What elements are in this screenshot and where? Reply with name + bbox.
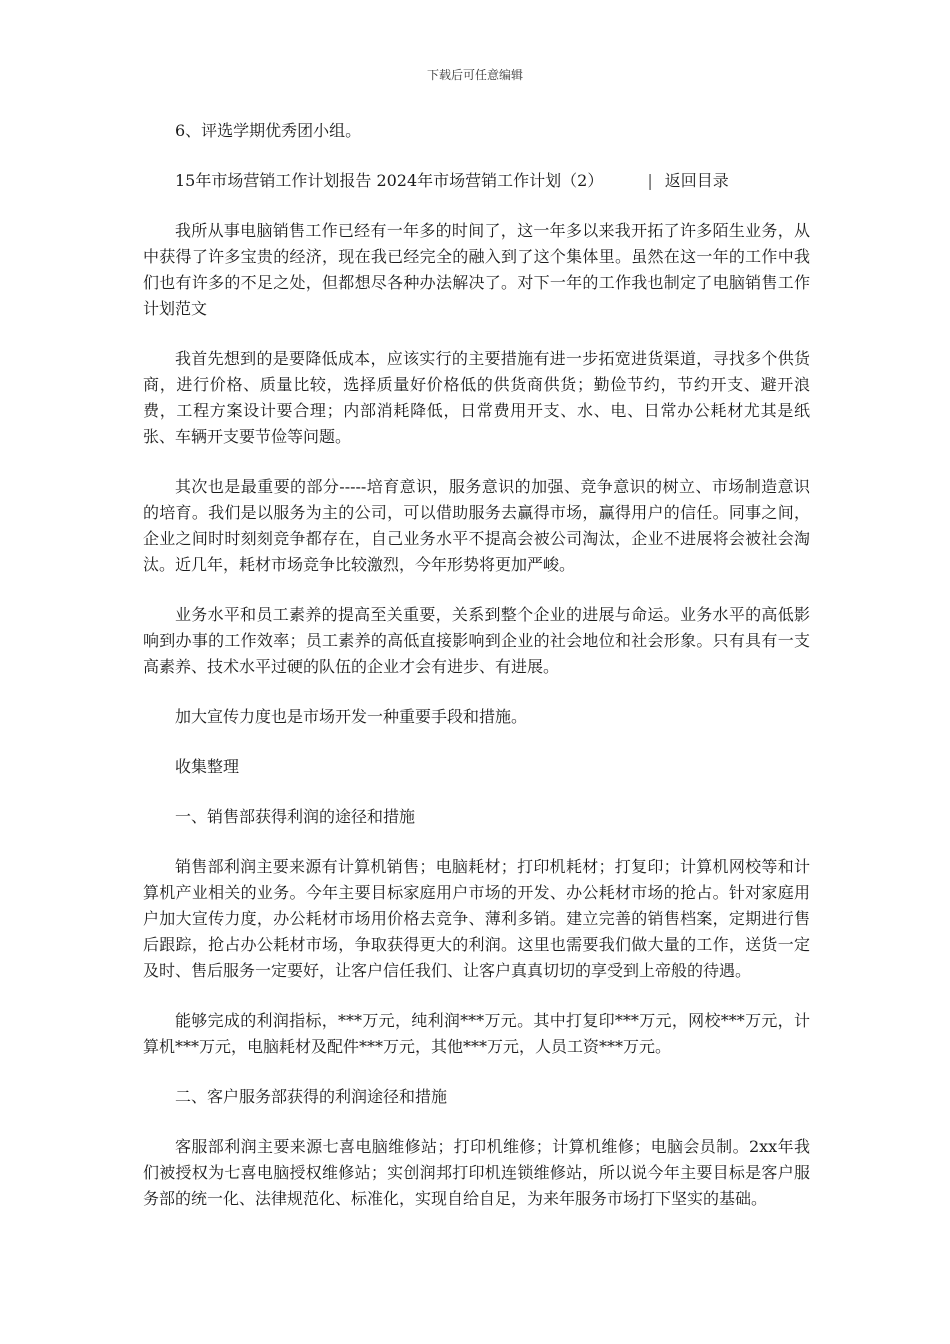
paragraph-cost-reduction: 我首先想到的是要降低成本，应该实行的主要措施有进一步拓宽进货渠道，寻找多个供货商，进行价格、质量比较，选择质量好价格低的供货商供货；勤俭节约，节约开支、避开浪费，工程方案设计要合理；内部消耗降低，日常费用开支、水、电、日常办公耗材尤其是纸张、车辆开支要节俭等问题。 xyxy=(143,349,810,446)
section-title: 15年市场营销工作计划报告 2024年市场营销工作计划（2） xyxy=(175,171,604,190)
paragraph-intro: 我所从事电脑销售工作已经有一年多的时间了，这一年多以来我开拓了许多陌生业务，从中获得了许多宝贵的经济，现在我已经完全的融入到了这个集体里。虽然在这一年的工作中我们也有许多的不足之处，但都想尽各种办法解决了。对下一年的工作我也制定了电脑销售工作计划范文 xyxy=(143,221,810,318)
paragraph-service-profit: 客服部利润主要来源七喜电脑维修站；打印机维修；计算机维修；电脑会员制。2xx年我们被授权为七喜电脑授权维修站；实创润邦打印机连锁维修站，所以说今年主要目标是客户服务部的统一化、法律规范化、标准化，实现自给自足，为来年服务市场打下坚实的基础。 xyxy=(143,1137,810,1208)
paragraph-staff-quality: 业务水平和员工素养的提高至关重要，关系到整个企业的进展与命运。业务水平的高低影响到办事的工作效率；员工素养的高低直接影响到企业的社会地位和社会形象。只有具有一支高素养、技术水平过硬的队伍的企业才会有进步、有进展。 xyxy=(143,605,810,676)
paragraph-awareness: 其次也是最重要的部分-----培育意识，服务意识的加强、竞争意识的树立、市场制造意识的培育。我们是以服务为主的公司，可以借助服务去赢得市场，赢得用户的信任。同事之间，企业之间时时刻刻竞争都存在，自己业务水平不提高会被公司淘汰，企业不进展将会被社会淘汰。近几年，耗材市场竞争比较激烈，今年形势将更加严峻。 xyxy=(143,477,810,574)
paragraph-sales-profit: 销售部利润主要来源有计算机销售；电脑耗材；打印机耗材；打复印；计算机网校等和计算机产业相关的业务。今年主要目标家庭用户市场的开发、办公耗材市场的抢占。针对家庭用户加大宣传力度，办公耗材市场用价格去竞争、薄利多销。建立完善的销售档案，定期进行售后跟踪，抢占办公耗材市场，争取获得更大的利润。这里也需要我们做大量的工作，送货一定及时、售后服务一定要好，让客户信任我们、让客户真真切切的享受到上帝般的待遇。 xyxy=(143,857,810,980)
paragraph-publicity: 加大宣传力度也是市场开发一种重要手段和措施。 xyxy=(175,707,528,726)
paragraph-profit-targets: 能够完成的利润指标，***万元，纯利润***万元。其中打复印***万元，网校***万元，计算机***万元，电脑耗材及配件***万元，其他***万元，人员工资***万元。 xyxy=(143,1011,810,1056)
section-heading xyxy=(143,168,810,194)
page-header-note: 下载后可任意编辑 xyxy=(426,68,523,82)
subheading-service-profit: 二、客户服务部获得的利润途径和措施 xyxy=(175,1087,448,1106)
paragraph-collected: 收集整理 xyxy=(175,757,240,776)
document-body xyxy=(143,118,810,1236)
list-item-6: 6、评选学期优秀团小组。 xyxy=(175,121,362,140)
separator: | xyxy=(647,171,653,190)
subheading-sales-profit: 一、销售部获得利润的途径和措施 xyxy=(175,807,416,826)
back-to-contents-link[interactable]: 返回目录 xyxy=(664,171,729,190)
